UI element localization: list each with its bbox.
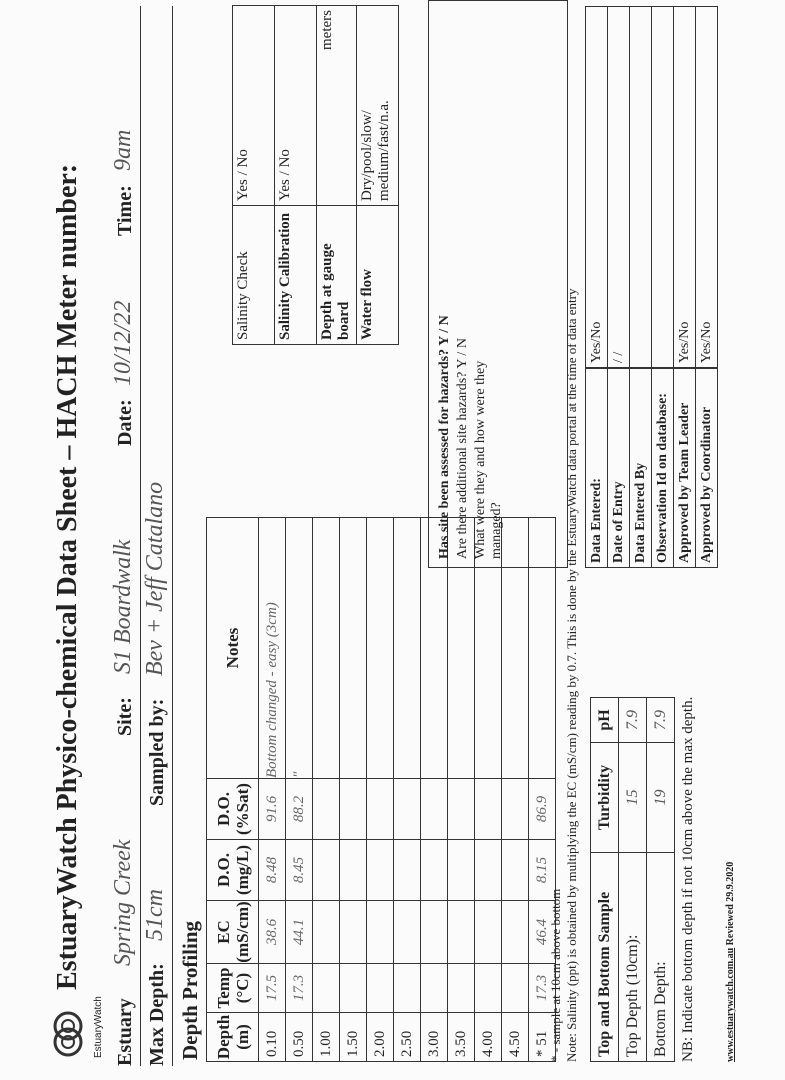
data-entry-value: Yes/No	[696, 7, 718, 368]
top-bottom-label: Bottom Depth:	[647, 853, 675, 1062]
depth-profiling-table	[206, 517, 556, 1062]
top-bottom-label: Top Depth (10cm):	[619, 853, 647, 1062]
table-header-row	[207, 518, 259, 1062]
data-entry-row	[674, 369, 696, 568]
cell-do-mg	[340, 840, 367, 901]
max-depth-label: Max Depth:	[146, 963, 168, 1066]
cell-notes: Bottom changed - easy (3cm)	[259, 518, 286, 779]
table-row	[286, 518, 313, 1062]
table-row	[448, 518, 475, 1062]
table-row	[367, 518, 394, 1062]
salinity-check-label: Salinity Calibration	[275, 206, 317, 345]
date-value: 10/12/22	[110, 300, 136, 386]
cell-do-sat	[421, 779, 448, 840]
hazards-box	[428, 0, 568, 568]
cell-do-sat	[367, 779, 394, 840]
site-label: Site:	[114, 697, 136, 736]
table-row	[421, 518, 448, 1062]
salinity-check-table	[232, 5, 399, 345]
top-bottom-table	[590, 697, 675, 1062]
cell-depth: * 51	[529, 1013, 556, 1062]
cell-depth: 1.00	[313, 1013, 340, 1062]
salinity-check-value: Yes / No	[233, 6, 275, 206]
data-entry-table	[585, 368, 718, 568]
cell-do-mg	[421, 840, 448, 901]
cell-depth: 0.10	[259, 1013, 286, 1062]
salinity-note: Note: Salinity (ppt) is obtained by multiplying the EC (mS/cm) reading by 0.7. This is done by the EstuaryWatch data portal at the time of data entry	[564, 288, 579, 1062]
cell-ec: 44.1	[286, 901, 313, 964]
footnote: * - sample at 10cm above bottom	[548, 888, 563, 1062]
cell-temp: 17.5	[259, 964, 286, 1013]
data-entry-label: Data Entered:	[586, 369, 608, 568]
cell-do-sat	[502, 779, 529, 840]
cell-do-sat	[448, 779, 475, 840]
footer-url: www.estuarywatch.com.au	[725, 947, 736, 1062]
cell-depth: 3.50	[448, 1013, 475, 1062]
top-bottom-ph: 7.9	[647, 698, 675, 743]
col-notes: Notes	[207, 518, 259, 779]
nb-note: NB: Indicate bottom depth if not 10cm above the max depth.	[680, 696, 696, 1062]
cell-do-mg	[475, 840, 502, 901]
cell-temp	[313, 964, 340, 1013]
salinity-check-row	[317, 6, 357, 345]
table-row	[340, 518, 367, 1062]
site-value: S1 Boardwalk	[110, 539, 136, 674]
cell-notes: "	[286, 518, 313, 779]
col-do-mg: D.O. (mg/L)	[207, 840, 259, 901]
cell-temp	[448, 964, 475, 1013]
cell-ec: 46.4	[529, 901, 556, 964]
data-entry-value	[652, 7, 674, 368]
top-bottom-turbidity: 15	[619, 742, 647, 852]
data-entry-label: Approved by Coordinator	[696, 369, 718, 568]
cell-ec: 38.6	[259, 901, 286, 964]
cell-depth: 2.00	[367, 1013, 394, 1062]
salinity-check-label: Water flow	[357, 206, 399, 345]
cell-depth: 1.50	[340, 1013, 367, 1062]
data-entry-value-row	[630, 7, 652, 368]
table-row	[313, 518, 340, 1062]
salinity-check-row	[275, 6, 317, 345]
cell-ec	[421, 901, 448, 964]
cell-ec	[340, 901, 367, 964]
cell-temp	[394, 964, 421, 1013]
top-bottom-row	[647, 698, 675, 1062]
footer-reviewed: Reviewed 29.9.2020	[725, 861, 736, 946]
cell-do-mg: 8.48	[259, 840, 286, 901]
sampled-by-value: Bev + Jeff Catalano	[142, 481, 168, 676]
table-row	[475, 518, 502, 1062]
cell-temp	[367, 964, 394, 1013]
cell-do-sat	[394, 779, 421, 840]
col-ph: pH	[591, 698, 619, 743]
table-row	[259, 518, 286, 1062]
cell-depth: 2.50	[394, 1013, 421, 1062]
data-entry-value: / /	[608, 7, 630, 368]
salinity-check-label: Salinity Check	[233, 206, 275, 345]
cell-temp	[475, 964, 502, 1013]
col-do-sat: D.O. (%Sat)	[207, 779, 259, 840]
cell-do-mg: 8.15	[529, 840, 556, 901]
data-entry-label: Date of Entry	[608, 369, 630, 568]
cell-ec	[475, 901, 502, 964]
cell-do-mg	[448, 840, 475, 901]
data-entry-label: Approved by Team Leader	[674, 369, 696, 568]
depth-profiling-heading: Depth Profiling	[178, 920, 202, 1060]
top-bottom-header-row	[591, 698, 619, 1062]
sampling-line	[142, 6, 173, 1066]
salinity-check-row	[233, 6, 275, 345]
table-row	[502, 518, 529, 1062]
data-entry-row	[586, 369, 608, 568]
cell-do-mg	[313, 840, 340, 901]
data-entry-value-row	[608, 7, 630, 368]
footer	[725, 862, 736, 1062]
cell-do-sat	[340, 779, 367, 840]
cell-temp	[502, 964, 529, 1013]
col-ec: EC (mS/cm)	[207, 901, 259, 964]
cell-temp	[340, 964, 367, 1013]
estuary-line	[110, 6, 141, 1066]
logo-text: EstuaryWatch	[93, 996, 104, 1058]
salinity-check-label: Depth at gauge board	[317, 206, 357, 345]
cell-temp: 17.3	[529, 964, 556, 1013]
cell-depth: 0.50	[286, 1013, 313, 1062]
hazard-question-assessed: Has site been assessed for hazards? Y / N	[437, 315, 452, 559]
cell-do-sat: 86.9	[529, 779, 556, 840]
cell-temp	[421, 964, 448, 1013]
cell-ec	[502, 901, 529, 964]
sampled-by-label: Sampled by:	[146, 698, 168, 806]
col-temp: Temp (°C)	[207, 964, 259, 1013]
salinity-check-row	[357, 6, 399, 345]
cell-ec	[394, 901, 421, 964]
data-entry-row	[652, 369, 674, 568]
cell-ec	[367, 901, 394, 964]
data-entry-values-table	[585, 6, 718, 368]
cell-ec	[313, 901, 340, 964]
cell-do-sat: 88.2	[286, 779, 313, 840]
col-turbidity: Turbidity	[591, 742, 619, 852]
time-label: Time:	[114, 185, 136, 236]
max-depth-value: 51cm	[142, 889, 168, 941]
cell-notes	[367, 518, 394, 779]
salinity-check-value: meters	[317, 6, 357, 206]
page-title: EstuaryWatch Physico-chemical Data Sheet – HACH Meter number:	[52, 163, 83, 990]
estuarywatch-logo-icon	[48, 1010, 88, 1058]
cell-notes	[313, 518, 340, 779]
cell-do-mg	[502, 840, 529, 901]
cell-depth: 3.00	[421, 1013, 448, 1062]
top-bottom-ph: 7.9	[619, 698, 647, 743]
col-depth: Depth (m)	[207, 1013, 259, 1062]
col-sample: Top and Bottom Sample	[591, 853, 619, 1062]
cell-do-sat	[475, 779, 502, 840]
cell-do-mg	[394, 840, 421, 901]
table-row	[394, 518, 421, 1062]
cell-temp: 17.3	[286, 964, 313, 1013]
top-bottom-row	[619, 698, 647, 1062]
cell-do-mg: 8.45	[286, 840, 313, 901]
hazard-question-managed: What were they and how were they managed?	[473, 360, 504, 559]
cell-do-sat: 91.6	[259, 779, 286, 840]
data-entry-label: Observation Id on database:	[652, 369, 674, 568]
data-entry-row	[608, 369, 630, 568]
cell-notes	[394, 518, 421, 779]
data-entry-value-row	[674, 7, 696, 368]
estuary-value: Spring Creek	[110, 839, 136, 966]
cell-depth: 4.00	[475, 1013, 502, 1062]
data-entry-row	[696, 369, 718, 568]
salinity-check-value: Dry/pool/slow/ medium/fast/n.a.	[357, 6, 399, 206]
data-entry-value: Yes/No	[674, 7, 696, 368]
cell-notes	[340, 518, 367, 779]
salinity-check-value: Yes / No	[275, 6, 317, 206]
time-value: 9am	[110, 129, 136, 171]
date-label: Date:	[114, 399, 136, 446]
cell-do-mg	[367, 840, 394, 901]
logo	[48, 988, 104, 1058]
data-entry-label: Data Entered By	[630, 369, 652, 568]
top-bottom-turbidity: 19	[647, 742, 675, 852]
data-entry-value: Yes/No	[586, 7, 608, 368]
data-entry-row	[630, 369, 652, 568]
data-entry-value-row	[586, 7, 608, 368]
data-entry-value-row	[652, 7, 674, 368]
cell-do-sat	[313, 779, 340, 840]
data-entry-value	[630, 7, 652, 368]
estuary-label: Estuary	[114, 998, 136, 1066]
cell-depth: 4.50	[502, 1013, 529, 1062]
cell-ec	[448, 901, 475, 964]
hazard-question-additional: Are there additional site hazards? Y / N	[455, 338, 470, 559]
data-entry-value-row	[696, 7, 718, 368]
